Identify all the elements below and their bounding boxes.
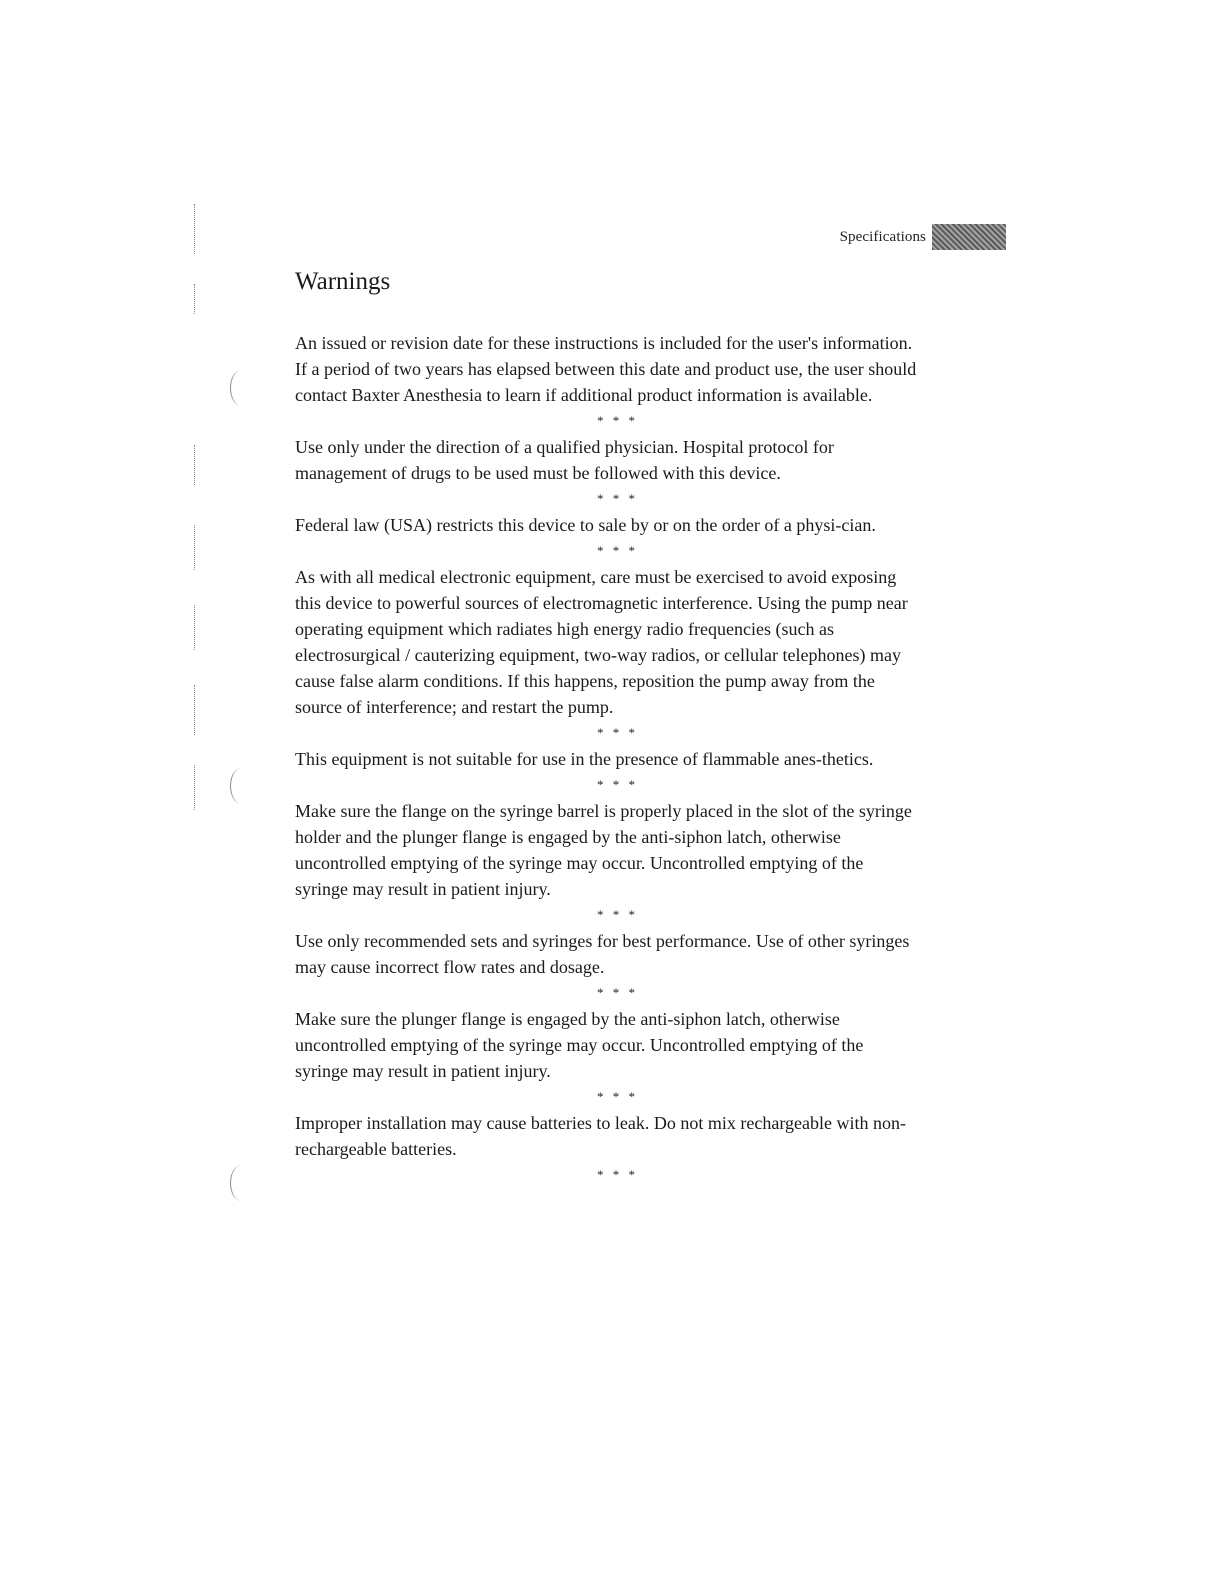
running-head xyxy=(840,224,1006,250)
warning-paragraph: As with all medical electronic equipment, care must be exercised to avoid exposing this device to powerful sources of electromagnetic interference. Using the pump near operating equipment which radiates high energy radio frequencies (such as electrosurgical / cauterizing equipment, two-way radios, or cellular telephones) may cause false alarm conditions. If this happens, reposition the pump away from the source of interference; and restart the pump. xyxy=(295,567,908,717)
warning-paragraph: Improper installation may cause batteries to leak. Do not mix rechargeable with non-rechargeable batteries. xyxy=(295,1113,906,1159)
warning-paragraph: Make sure the plunger flange is engaged by the anti-siphon latch, otherwise uncontrolled emptying of the syringe may occur. Uncontrolled emptying of the syringe may result in patient injury. xyxy=(295,1009,864,1081)
separator: * * * xyxy=(597,491,638,506)
separator: * * * xyxy=(597,413,638,428)
separator: * * * xyxy=(597,985,638,1000)
binding-margin-marks xyxy=(190,200,270,1400)
warning-paragraph: This equipment is not suitable for use in the presence of flammable anes-thetics. xyxy=(295,749,874,769)
warning-paragraph: Make sure the flange on the syringe barrel is properly placed in the slot of the syringe holder and the plunger flange is engaged by the anti-siphon latch, otherwise uncontrolled emptying of the syringe may occur. Uncontrolled emptying of the syringe may result in patient injury. xyxy=(295,801,912,899)
thumb-tab-marker xyxy=(932,224,1006,250)
warning-paragraph: Use only under the direction of a qualified physician. Hospital protocol for management of drugs to be used must be followed with this device. xyxy=(295,437,834,483)
warnings-list xyxy=(295,330,920,1188)
warning-paragraph: Use only recommended sets and syringes for best performance. Use of other syringes may cause incorrect flow rates and dosage. xyxy=(295,931,910,977)
separator: * * * xyxy=(597,777,638,792)
warning-paragraph: Federal law (USA) restricts this device to sale by or on the order of a physi-cian. xyxy=(295,515,876,535)
separator: * * * xyxy=(597,1167,638,1182)
separator: * * * xyxy=(597,543,638,558)
separator: * * * xyxy=(597,725,638,740)
page-title: Warnings xyxy=(295,268,391,295)
warning-paragraph: An issued or revision date for these instructions is included for the user's information. If a period of two years has elapsed between this date and product use, the user should contact Baxter Anesthesia to learn if additional product information is available. xyxy=(295,333,917,405)
separator: * * * xyxy=(597,907,638,922)
separator: * * * xyxy=(597,1089,638,1104)
section-label: Specifications xyxy=(839,228,926,245)
